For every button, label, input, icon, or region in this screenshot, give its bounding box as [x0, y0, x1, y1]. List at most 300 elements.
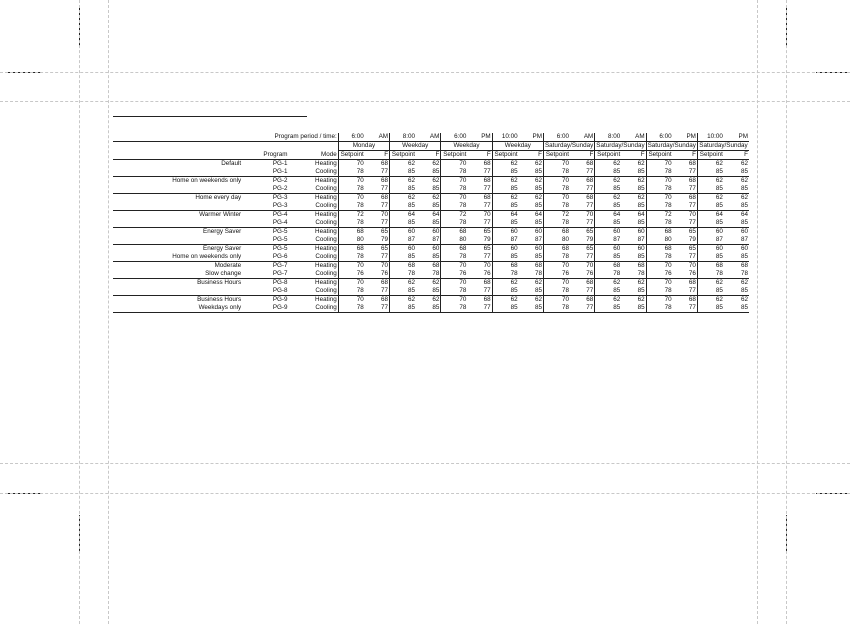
row-value-cell: 78	[441, 304, 467, 313]
row-value-cell: 68	[338, 228, 364, 237]
row-value-cell: 77	[570, 202, 595, 211]
guide-line	[786, 0, 787, 624]
row-value-cell: 85	[390, 304, 416, 313]
row-value-cell: 77	[467, 219, 492, 228]
row-value-cell: 85	[519, 219, 544, 228]
row-name: Business Hours	[197, 296, 242, 303]
header-time-cell: AM	[365, 133, 390, 142]
header-unit-cell: Setpoint	[338, 151, 364, 160]
row-value-cell: 85	[697, 219, 723, 228]
row-value-cell: 65	[586, 228, 594, 235]
row-value-cell: 80	[646, 236, 672, 245]
row-value-cell: 68	[586, 177, 594, 184]
row-value-cell: 77	[673, 202, 698, 211]
row-value-cell: 62	[637, 296, 645, 303]
row-value-cell: 77	[673, 253, 698, 262]
row-value-cell: 62	[697, 296, 723, 305]
row-value-cell: 85	[416, 185, 441, 194]
row-name	[113, 168, 242, 177]
row-value-cell: 78	[441, 185, 467, 194]
row-value-cell: 78	[621, 270, 646, 279]
row-value-cell: 78	[338, 219, 364, 228]
row-value-cell: 68	[381, 160, 389, 167]
row-value-cell: 70	[338, 177, 364, 186]
row-value-cell: 85	[519, 253, 544, 262]
row-value-cell: 68	[586, 279, 594, 286]
header-unit-cell: F	[365, 151, 390, 160]
row-value-cell: 76	[365, 270, 390, 279]
table-row	[113, 296, 749, 305]
header-group-cell: Weekday	[390, 142, 441, 151]
row-value-cell: 87	[416, 236, 441, 245]
row-value-cell: 85	[621, 287, 646, 296]
row-value-cell: 70	[441, 177, 467, 186]
row-value-cell: 77	[467, 185, 492, 194]
row-mode: Cooling	[289, 287, 339, 296]
row-value-cell: 85	[621, 253, 646, 262]
row-value-cell: 85	[416, 202, 441, 211]
header-time-cell: AM	[416, 133, 441, 142]
table-row	[113, 253, 749, 262]
row-value-cell: 68	[688, 296, 696, 303]
row-value-cell: 70	[338, 279, 364, 288]
row-name: Warmer Winter	[199, 211, 242, 218]
row-value-cell: 85	[724, 304, 749, 313]
row-value-cell: 70	[646, 177, 672, 186]
header-group-cell: Monday	[338, 142, 389, 151]
guide-line	[0, 101, 850, 102]
header-time-cell: PM	[467, 133, 492, 142]
row-value-cell: 76	[467, 270, 492, 279]
row-value-cell: 85	[519, 287, 544, 296]
header-time-cell: 6:00	[543, 133, 569, 142]
row-value-cell: 85	[595, 185, 621, 194]
row-value-cell: 70	[338, 194, 364, 203]
row-value-cell: 68	[586, 194, 594, 201]
row-program-code: PG-5	[242, 236, 288, 245]
row-value-cell: 72	[543, 211, 569, 220]
row-name	[113, 185, 242, 194]
row-value-cell: 78	[492, 270, 518, 279]
row-value-cell: 60	[534, 245, 542, 252]
row-value-cell: 62	[534, 160, 542, 167]
row-value-cell: 62	[432, 279, 440, 286]
row-value-cell: 85	[697, 168, 723, 177]
header-time-cell: 10:00	[697, 133, 723, 142]
row-value-cell: 70	[688, 262, 696, 269]
row-value-cell: 68	[492, 262, 518, 271]
row-value-cell: 68	[441, 228, 467, 237]
row-value-cell: 77	[467, 168, 492, 177]
row-value-cell: 60	[432, 245, 440, 252]
row-value-cell: 85	[697, 253, 723, 262]
header-unit-cell: F	[416, 151, 441, 160]
header-unit-cell: Setpoint	[492, 151, 518, 160]
row-mode: Heating	[315, 211, 337, 218]
row-value-cell: 62	[492, 296, 518, 305]
row-value-cell: 62	[432, 194, 440, 201]
row-value-cell: 70	[441, 194, 467, 203]
row-value-cell: 77	[673, 304, 698, 313]
row-value-cell: 77	[570, 287, 595, 296]
row-value-cell: 68	[483, 279, 491, 286]
row-name: Energy Saver	[203, 245, 242, 252]
row-value-cell: 87	[724, 236, 749, 245]
row-value-cell: 78	[338, 202, 364, 211]
row-value-cell: 85	[595, 287, 621, 296]
row-value-cell: 70	[543, 177, 569, 186]
row-program-code: PG-3	[242, 202, 288, 211]
row-value-cell: 70	[646, 262, 672, 271]
row-value-cell: 65	[483, 245, 491, 252]
row-value-cell: 77	[673, 185, 698, 194]
row-value-cell: 64	[637, 211, 645, 218]
row-value-cell: 60	[390, 228, 416, 237]
row-value-cell: 68	[586, 160, 594, 167]
row-value-cell: 85	[492, 219, 518, 228]
header-time-cell: AM	[570, 133, 595, 142]
row-value-cell: 78	[441, 287, 467, 296]
row-name: Energy Saver	[203, 228, 242, 235]
row-value-cell: 77	[673, 219, 698, 228]
row-value-cell: 80	[441, 236, 467, 245]
row-value-cell: 87	[595, 236, 621, 245]
row-value-cell: 77	[365, 202, 390, 211]
header-row	[113, 151, 749, 160]
table-row	[113, 228, 749, 237]
row-value-cell: 85	[724, 168, 749, 177]
row-value-cell: 62	[492, 279, 518, 288]
row-value-cell: 78	[338, 185, 364, 194]
row-value-cell: 78	[441, 168, 467, 177]
row-value-cell: 62	[697, 177, 723, 186]
row-value-cell: 70	[338, 296, 364, 305]
row-value-cell: 78	[646, 185, 672, 194]
row-value-cell: 70	[543, 262, 569, 271]
row-value-cell: 65	[688, 228, 696, 235]
guide-line	[108, 0, 109, 624]
heading-rule	[113, 116, 307, 117]
row-value-cell: 62	[595, 160, 621, 169]
row-value-cell: 68	[637, 262, 645, 269]
row-name	[113, 287, 242, 296]
header-spacer	[113, 142, 338, 151]
row-value-cell: 85	[390, 185, 416, 194]
row-value-cell: 78	[416, 270, 441, 279]
table-row	[113, 194, 749, 203]
row-value-cell: 77	[673, 168, 698, 177]
row-mode: Heating	[315, 228, 337, 235]
row-mode: Heating	[315, 296, 337, 303]
row-value-cell: 85	[595, 253, 621, 262]
row-value-cell: 62	[697, 160, 723, 169]
row-value-cell: 62	[432, 160, 440, 167]
row-value-cell: 85	[492, 185, 518, 194]
row-value-cell: 62	[492, 194, 518, 203]
row-value-cell: 62	[697, 194, 723, 203]
row-value-cell: 85	[492, 202, 518, 211]
row-value-cell: 62	[534, 194, 542, 201]
row-value-cell: 64	[740, 211, 748, 218]
row-value-cell: 78	[441, 219, 467, 228]
row-value-cell: 60	[492, 245, 518, 254]
row-value-cell: 70	[543, 160, 569, 169]
row-value-cell: 68	[390, 262, 416, 271]
row-value-cell: 68	[432, 262, 440, 269]
header-time-cell: PM	[724, 133, 749, 142]
row-value-cell: 76	[441, 270, 467, 279]
row-value-cell: 62	[390, 177, 416, 186]
row-name: Weekdays only	[113, 304, 242, 313]
row-value-cell: 76	[646, 270, 672, 279]
row-value-cell: 85	[621, 202, 646, 211]
row-value-cell: 68	[483, 160, 491, 167]
row-value-cell: 85	[492, 253, 518, 262]
row-value-cell: 78	[543, 219, 569, 228]
row-value-cell: 77	[365, 168, 390, 177]
row-value-cell: 70	[441, 296, 467, 305]
row-value-cell: 65	[586, 245, 594, 252]
row-program-code: PG-6	[242, 253, 288, 262]
row-value-cell: 72	[646, 211, 672, 220]
row-value-cell: 85	[492, 168, 518, 177]
row-program-code: PG-8	[272, 279, 288, 286]
row-value-cell: 70	[646, 194, 672, 203]
row-value-cell: 77	[467, 253, 492, 262]
row-value-cell: 78	[646, 168, 672, 177]
row-value-cell: 85	[390, 219, 416, 228]
header-unit-cell: F	[570, 151, 595, 160]
row-value-cell: 77	[365, 253, 390, 262]
row-value-cell: 70	[381, 211, 389, 218]
row-value-cell: 72	[338, 211, 364, 220]
row-value-cell: 85	[519, 304, 544, 313]
row-name: Default	[221, 160, 242, 167]
row-value-cell: 78	[543, 253, 569, 262]
row-value-cell: 78	[724, 270, 749, 279]
row-mode: Cooling	[289, 236, 339, 245]
row-value-cell: 62	[390, 160, 416, 169]
row-value-cell: 68	[483, 194, 491, 201]
row-value-cell: 70	[483, 262, 491, 269]
row-value-cell: 78	[646, 304, 672, 313]
row-value-cell: 65	[483, 228, 491, 235]
header-time-cell: 8:00	[595, 133, 621, 142]
row-value-cell: 85	[519, 185, 544, 194]
row-value-cell: 60	[697, 228, 723, 237]
row-value-cell: 78	[338, 304, 364, 313]
row-value-cell: 70	[646, 279, 672, 288]
row-value-cell: 68	[646, 228, 672, 237]
row-value-cell: 64	[492, 211, 518, 220]
row-value-cell: 60	[595, 228, 621, 237]
row-value-cell: 62	[595, 296, 621, 305]
table-row	[113, 262, 749, 271]
row-value-cell: 70	[441, 279, 467, 288]
row-value-cell: 62	[697, 279, 723, 288]
row-program-code: PG-7	[272, 262, 288, 269]
row-value-cell: 68	[688, 279, 696, 286]
row-mode: Cooling	[289, 202, 339, 211]
row-name: Moderate	[214, 262, 242, 269]
table-row	[113, 236, 749, 245]
row-value-cell: 64	[390, 211, 416, 220]
row-value-cell: 68	[441, 245, 467, 254]
header-time-cell: AM	[621, 133, 646, 142]
row-value-cell: 85	[416, 168, 441, 177]
row-value-cell: 78	[338, 168, 364, 177]
row-value-cell: 68	[381, 279, 389, 286]
row-name: Home on weekends only	[172, 177, 242, 184]
row-value-cell: 79	[365, 236, 390, 245]
row-value-cell: 62	[595, 279, 621, 288]
row-value-cell: 60	[534, 228, 542, 235]
row-value-cell: 62	[432, 177, 440, 184]
row-value-cell: 62	[740, 296, 748, 303]
row-value-cell: 85	[697, 304, 723, 313]
row-program-code: PG-1	[272, 160, 288, 167]
row-value-cell: 85	[724, 287, 749, 296]
row-value-cell: 78	[441, 202, 467, 211]
row-value-cell: 62	[390, 194, 416, 203]
row-value-cell: 85	[390, 287, 416, 296]
row-value-cell: 85	[697, 202, 723, 211]
row-value-cell: 68	[543, 245, 569, 254]
row-value-cell: 62	[534, 177, 542, 184]
row-value-cell: 60	[740, 228, 748, 235]
header-time-cell: 6:00	[338, 133, 364, 142]
row-value-cell: 68	[381, 194, 389, 201]
table-row	[113, 160, 749, 169]
row-program-code: PG-9	[272, 296, 288, 303]
row-value-cell: 85	[724, 185, 749, 194]
row-value-cell: 70	[441, 262, 467, 271]
row-value-cell: 60	[390, 245, 416, 254]
header-time-cell: 6:00	[441, 133, 467, 142]
row-program-code: PG-8	[242, 287, 288, 296]
row-value-cell: 80	[338, 236, 364, 245]
row-value-cell: 70	[441, 160, 467, 169]
guide-line	[0, 493, 850, 494]
header-unit-cell: F	[724, 151, 749, 160]
row-value-cell: 78	[441, 253, 467, 262]
header-spacer	[113, 151, 242, 160]
row-mode: Cooling	[289, 270, 339, 279]
row-value-cell: 78	[390, 270, 416, 279]
row-value-cell: 70	[483, 211, 491, 218]
row-value-cell: 78	[543, 287, 569, 296]
row-value-cell: 78	[595, 270, 621, 279]
row-value-cell: 85	[595, 304, 621, 313]
header-group-cell: Saturday/Sunday	[647, 142, 696, 149]
row-value-cell: 70	[381, 262, 389, 269]
header-group-cell: Saturday/Sunday	[544, 142, 594, 149]
row-name: Home on weekends only	[113, 253, 242, 262]
row-value-cell: 87	[519, 236, 544, 245]
row-mode: Cooling	[289, 253, 339, 262]
header-unit-cell: Setpoint	[441, 151, 467, 160]
row-value-cell: 79	[673, 236, 698, 245]
row-mode: Heating	[315, 177, 337, 184]
row-value-cell: 65	[381, 245, 389, 252]
table-row	[113, 304, 749, 313]
row-name	[113, 219, 242, 228]
row-value-cell: 78	[543, 304, 569, 313]
row-value-cell: 60	[740, 245, 748, 252]
row-value-cell: 68	[483, 296, 491, 303]
row-value-cell: 85	[595, 219, 621, 228]
row-program-code: PG-4	[272, 211, 288, 218]
row-value-cell: 68	[688, 160, 696, 167]
row-value-cell: 87	[390, 236, 416, 245]
row-value-cell: 85	[621, 168, 646, 177]
row-value-cell: 85	[416, 304, 441, 313]
row-value-cell: 62	[637, 194, 645, 201]
row-value-cell: 70	[646, 160, 672, 169]
row-value-cell: 62	[637, 279, 645, 286]
row-value-cell: 64	[595, 211, 621, 220]
row-value-cell: 77	[570, 304, 595, 313]
header-unit-cell: Setpoint	[646, 151, 672, 160]
header-program: Program	[242, 151, 288, 160]
row-value-cell: 68	[381, 177, 389, 184]
row-value-cell: 70	[586, 211, 594, 218]
row-value-cell: 85	[697, 287, 723, 296]
header-unit-cell: Setpoint	[595, 151, 621, 160]
row-value-cell: 60	[637, 245, 645, 252]
row-name: Slow change	[113, 270, 242, 279]
row-value-cell: 60	[637, 228, 645, 235]
header-unit-cell: Setpoint	[697, 151, 723, 160]
table-row	[113, 245, 749, 254]
row-mode: Cooling	[289, 219, 339, 228]
row-value-cell: 78	[646, 219, 672, 228]
header-unit-cell: F	[519, 151, 544, 160]
row-value-cell: 62	[534, 279, 542, 286]
table-row	[113, 211, 749, 220]
row-program-code: PG-9	[242, 304, 288, 313]
row-value-cell: 85	[621, 304, 646, 313]
row-value-cell: 85	[492, 287, 518, 296]
guide-line	[757, 0, 758, 624]
row-value-cell: 70	[338, 160, 364, 169]
row-value-cell: 76	[673, 270, 698, 279]
row-value-cell: 70	[543, 279, 569, 288]
row-value-cell: 85	[416, 219, 441, 228]
header-time-cell: 6:00	[646, 133, 672, 142]
row-value-cell: 85	[390, 202, 416, 211]
header-group-cell: Weekday	[441, 142, 492, 151]
row-mode: Heating	[315, 160, 337, 167]
row-value-cell: 62	[390, 279, 416, 288]
row-mode: Cooling	[289, 304, 339, 313]
row-value-cell: 77	[570, 219, 595, 228]
row-value-cell: 62	[595, 194, 621, 203]
program-schedule-table	[113, 133, 749, 313]
row-value-cell: 65	[381, 228, 389, 235]
row-value-cell: 77	[365, 304, 390, 313]
row-value-cell: 85	[492, 304, 518, 313]
row-program-code: PG-3	[272, 194, 288, 201]
row-program-code: PG-2	[272, 177, 288, 184]
row-value-cell: 60	[697, 245, 723, 254]
row-value-cell: 68	[543, 228, 569, 237]
row-value-cell: 78	[543, 202, 569, 211]
row-value-cell: 80	[543, 236, 569, 245]
row-value-cell: 64	[697, 211, 723, 220]
row-value-cell: 87	[697, 236, 723, 245]
row-value-cell: 78	[646, 253, 672, 262]
